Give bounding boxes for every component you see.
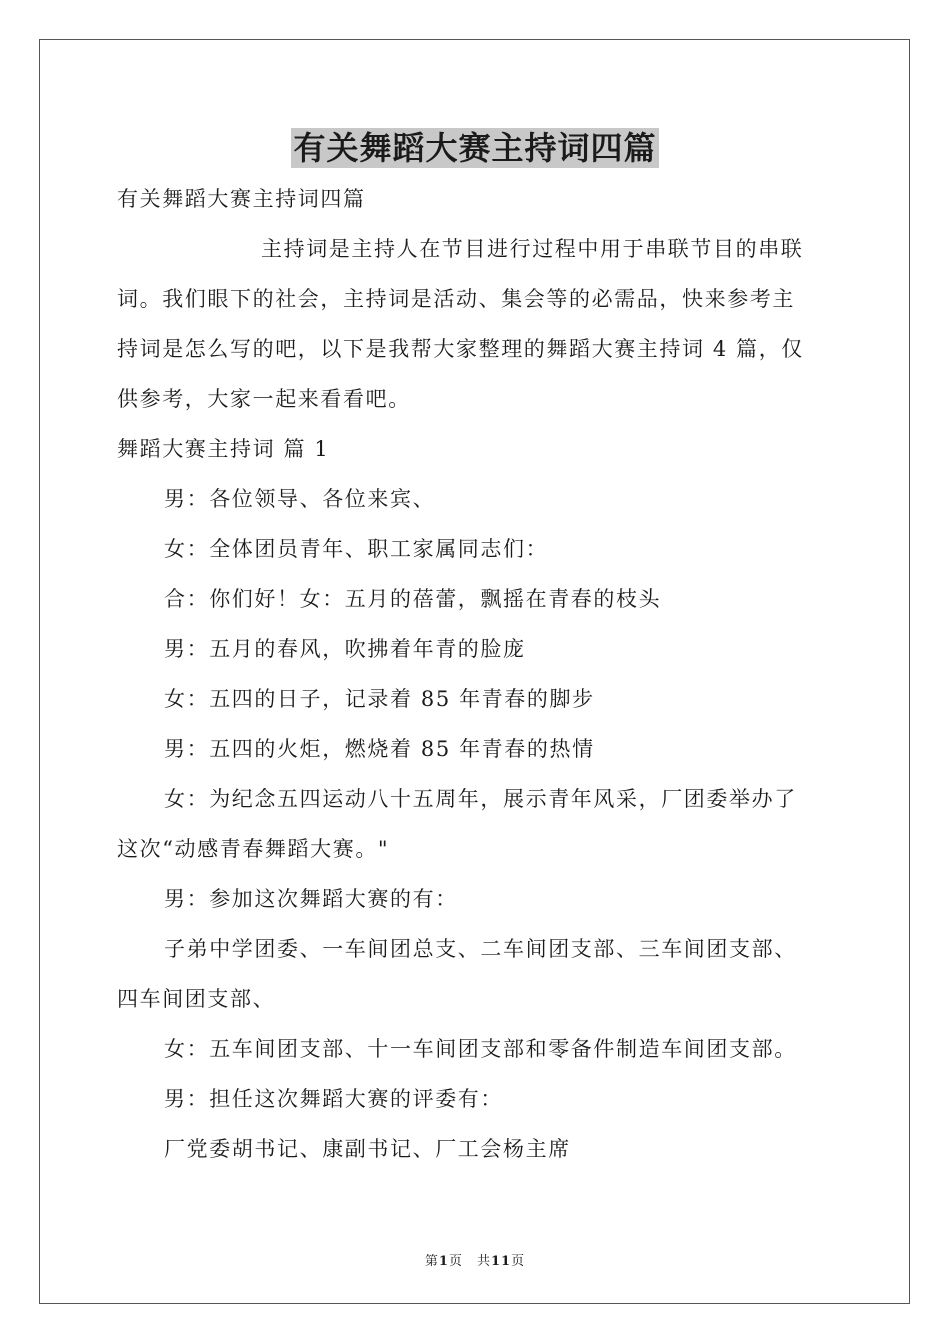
intro-line: 主持词是主持人在节目进行过程中用于串联节目的串联 xyxy=(261,237,804,261)
dialogue-line: 男：各位领导、各位来宾、 xyxy=(164,487,436,511)
dialogue-line: 男：担任这次舞蹈大赛的评委有： xyxy=(164,1087,503,1111)
footer-suffix: 页 xyxy=(511,1254,526,1269)
intro-line: 持词是怎么写的吧，以下是我帮大家整理的舞蹈大赛主持词 4 篇，仅 xyxy=(117,337,804,361)
dialogue-line: 厂党委胡书记、康副书记、厂工会杨主席 xyxy=(164,1137,571,1161)
dialogue-line: 合：你们好！女：五月的蓓蕾，飘摇在青春的枝头 xyxy=(164,587,662,611)
dialogue-line: 女：五车间团支部、十一车间团支部和零备件制造车间团支部。 xyxy=(164,1037,797,1061)
dialogue-line: 男：五月的春风，吹拂着年青的脸庞 xyxy=(164,637,526,661)
document-title: 有关舞蹈大赛主持词四篇 xyxy=(293,129,657,167)
document-body xyxy=(117,181,837,1181)
dialogue-line: 男：参加这次舞蹈大赛的有： xyxy=(164,887,458,911)
page-total: 11 xyxy=(490,1254,512,1269)
subtitle-line: 有关舞蹈大赛主持词四篇 xyxy=(117,187,366,211)
dialogue-line: 女：为纪念五四运动八十五周年，展示青年风采，厂团委举办了 xyxy=(164,787,797,811)
dialogue-line: 女：五四的日子，记录着 85 年青春的脚步 xyxy=(164,687,595,711)
dialogue-line: 这次“动感青春舞蹈大赛。" xyxy=(117,837,390,861)
dialogue-line: 男：五四的火炬，燃烧着 85 年青春的热情 xyxy=(164,737,595,761)
footer-prefix: 第 xyxy=(424,1254,439,1269)
page-number: 1 xyxy=(438,1254,449,1269)
dialogue-line: 四车间团支部、 xyxy=(117,987,276,1011)
title-container xyxy=(0,128,950,168)
section-heading: 舞蹈大赛主持词 篇 1 xyxy=(117,437,330,461)
page-footer xyxy=(0,1250,950,1269)
dialogue-line: 女：全体团员青年、职工家属同志们： xyxy=(164,537,549,561)
intro-line: 词。我们眼下的社会，主持词是活动、集会等的必需品，快来参考主 xyxy=(117,287,795,311)
dialogue-line: 子弟中学团委、一车间团总支、二车间团支部、三车间团支部、 xyxy=(164,937,797,961)
footer-mid: 页 共 xyxy=(448,1254,491,1269)
intro-line: 供参考，大家一起来看看吧。 xyxy=(117,387,411,411)
